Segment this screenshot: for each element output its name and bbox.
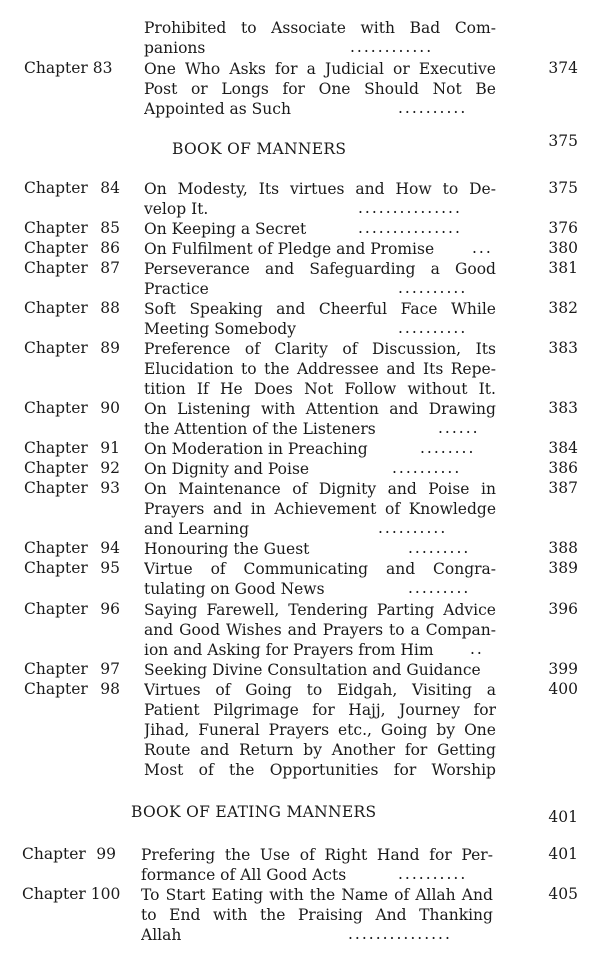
title-word: Virtue bbox=[144, 560, 193, 578]
title-word: Addressee bbox=[296, 360, 379, 378]
title-word: He bbox=[220, 380, 243, 398]
title-word: Farewell, bbox=[206, 601, 280, 619]
leader-dots: ... bbox=[472, 239, 493, 257]
title-line bbox=[144, 259, 496, 279]
chapter-number: 84 bbox=[100, 179, 120, 197]
title-word: and bbox=[265, 260, 295, 278]
page-number: 383 bbox=[548, 399, 578, 417]
title-word: virtues bbox=[289, 180, 345, 198]
title-word: for bbox=[275, 60, 298, 78]
title-line bbox=[144, 740, 496, 760]
title-word: of bbox=[244, 340, 260, 358]
title-line bbox=[144, 359, 496, 379]
page-number: 381 bbox=[548, 259, 578, 277]
title-word: Name bbox=[341, 886, 388, 904]
title-word: and bbox=[386, 360, 416, 378]
title-line: On Fulfilment of Pledge and Promise bbox=[144, 240, 435, 258]
title-line bbox=[144, 399, 496, 419]
title-word: the bbox=[264, 360, 290, 378]
title-word: Good bbox=[455, 260, 496, 278]
chapter-label: Chapter bbox=[24, 680, 88, 698]
chapter-number: 90 bbox=[100, 399, 120, 417]
title-word: to bbox=[141, 906, 157, 924]
title-line bbox=[144, 18, 496, 38]
chapter-label: Chapter bbox=[22, 845, 86, 863]
title-word: Most bbox=[144, 761, 184, 779]
title-word: Cheerful bbox=[318, 300, 388, 318]
title-word: a bbox=[306, 60, 316, 78]
title-word: Elucidation bbox=[144, 360, 234, 378]
chapter-number: 97 bbox=[100, 660, 120, 678]
title-line bbox=[144, 59, 496, 79]
title-word: Com- bbox=[454, 19, 496, 37]
title-word: Virtues bbox=[144, 681, 201, 699]
chapter-number: 91 bbox=[100, 439, 120, 457]
chapter-label: Chapter bbox=[24, 239, 88, 257]
leader-dots: .......... bbox=[398, 319, 468, 337]
title-word: Post bbox=[144, 80, 178, 98]
title-word: Achievement bbox=[274, 500, 377, 518]
title-word: a bbox=[486, 681, 496, 699]
title-word: If bbox=[196, 380, 209, 398]
page-number: 376 bbox=[548, 219, 578, 237]
title-word: Listening bbox=[177, 400, 251, 418]
chapter-label: Chapter 83 bbox=[24, 59, 113, 77]
leader-dots: ............... bbox=[358, 219, 462, 237]
title-word: and bbox=[200, 741, 230, 759]
title-word: Jihad, bbox=[144, 721, 190, 739]
title-line bbox=[144, 339, 496, 359]
title-word: a bbox=[430, 260, 440, 278]
title-word: On bbox=[144, 400, 167, 418]
title-word: Parting bbox=[376, 601, 435, 619]
title-line bbox=[144, 760, 496, 780]
entry-title bbox=[144, 660, 496, 680]
chapter-number: 99 bbox=[96, 845, 116, 863]
title-word: Going bbox=[380, 721, 428, 739]
title-word: Be bbox=[475, 80, 496, 98]
title-word: Clarity bbox=[274, 340, 328, 358]
title-word: Maintenance bbox=[178, 480, 281, 498]
title-word: Does bbox=[253, 380, 293, 398]
title-line bbox=[144, 299, 496, 319]
page-number: 399 bbox=[548, 660, 578, 678]
title-word: with bbox=[269, 886, 304, 904]
title-line bbox=[144, 600, 496, 620]
leader-dots: .. bbox=[470, 640, 484, 658]
title-word: of bbox=[198, 761, 214, 779]
title-word: of bbox=[210, 560, 226, 578]
title-word: Eidgah, bbox=[336, 681, 398, 699]
title-word: Pilgrimage bbox=[213, 701, 299, 719]
title-word: in bbox=[481, 480, 496, 498]
title-word: Should bbox=[364, 80, 419, 98]
title-line: Appointed as Such bbox=[144, 100, 291, 118]
chapter-label: Chapter bbox=[24, 259, 88, 277]
chapter-label: Chapter bbox=[24, 179, 88, 197]
title-word: Compan- bbox=[425, 621, 496, 639]
title-word: Longs bbox=[221, 80, 269, 98]
title-word: How bbox=[395, 180, 432, 198]
title-word: and bbox=[287, 621, 317, 639]
title-word: to bbox=[240, 19, 257, 37]
chapter-number: 92 bbox=[100, 459, 120, 477]
title-word: to bbox=[442, 180, 459, 198]
title-word: and bbox=[144, 621, 174, 639]
title-word: or bbox=[393, 60, 410, 78]
page-number: 380 bbox=[548, 239, 578, 257]
title-line bbox=[144, 620, 496, 640]
title-word: of bbox=[384, 500, 401, 518]
title-word: a bbox=[410, 621, 420, 639]
title-word: Communicating bbox=[243, 560, 369, 578]
title-word: Opportunities bbox=[269, 761, 379, 779]
title-word: Journey bbox=[399, 701, 460, 719]
title-word: and bbox=[385, 560, 416, 578]
chapter-label: Chapter bbox=[24, 479, 88, 497]
title-word: by bbox=[436, 721, 456, 739]
title-word: Tendering bbox=[288, 601, 368, 619]
title-word: of bbox=[299, 846, 315, 864]
title-word: And bbox=[461, 886, 493, 904]
book-heading: BOOK OF MANNERS bbox=[172, 140, 347, 158]
title-word: and bbox=[213, 500, 243, 518]
title-word: Its bbox=[475, 340, 496, 358]
title-word: Not bbox=[304, 380, 334, 398]
page-number: 401 bbox=[548, 845, 578, 863]
title-word: Thanking bbox=[419, 906, 493, 924]
page-number: 375 bbox=[548, 132, 578, 150]
title-word: without bbox=[407, 380, 468, 398]
title-word: End bbox=[169, 906, 201, 924]
title-word: for bbox=[429, 846, 452, 864]
page-number: 400 bbox=[548, 680, 578, 698]
title-word: On bbox=[144, 480, 167, 498]
title-word: Not bbox=[432, 80, 462, 98]
title-word: While bbox=[450, 300, 496, 318]
title-word: Perseverance bbox=[144, 260, 250, 278]
title-word: Judicial bbox=[324, 60, 384, 78]
title-line bbox=[144, 379, 496, 399]
chapter-label: Chapter bbox=[24, 439, 88, 457]
title-word: Another bbox=[331, 741, 396, 759]
title-word: Prayers bbox=[268, 721, 330, 739]
leader-dots: ........ bbox=[420, 439, 476, 457]
chapter-number: 96 bbox=[100, 600, 120, 618]
title-word: Repe- bbox=[450, 360, 496, 378]
title-word: with bbox=[360, 19, 395, 37]
title-word: Modesty, bbox=[177, 180, 248, 198]
chapter-number: 89 bbox=[100, 339, 120, 357]
title-line: Practice bbox=[144, 280, 209, 298]
title-line: Seeking Divine Consultation and Guidance bbox=[144, 661, 481, 679]
title-word: Funeral bbox=[198, 721, 260, 739]
chapter-number: 88 bbox=[100, 299, 120, 317]
title-line bbox=[144, 479, 496, 499]
chapter-label: Chapter bbox=[24, 459, 88, 477]
title-word: tition bbox=[144, 380, 186, 398]
title-word: Per- bbox=[461, 846, 493, 864]
title-word: for bbox=[393, 761, 417, 779]
title-word: Follow bbox=[344, 380, 397, 398]
title-word: to bbox=[241, 360, 257, 378]
title-word: the bbox=[229, 761, 255, 779]
title-word: and bbox=[355, 180, 385, 198]
page-number: 386 bbox=[548, 459, 578, 477]
title-word: Attention bbox=[305, 400, 379, 418]
title-word: One bbox=[144, 60, 176, 78]
title-word: Wishes bbox=[226, 621, 282, 639]
book-heading: BOOK OF EATING MANNERS bbox=[131, 803, 377, 821]
title-word: and bbox=[387, 480, 417, 498]
entry-title bbox=[144, 18, 496, 58]
title-word: the bbox=[260, 906, 286, 924]
title-line: Allah bbox=[141, 926, 182, 944]
title-word: with bbox=[260, 400, 296, 418]
title-line: Meeting Somebody bbox=[144, 320, 296, 338]
title-word: and bbox=[276, 300, 306, 318]
title-word: One bbox=[464, 721, 496, 739]
title-word: for bbox=[404, 741, 428, 759]
title-word: by bbox=[303, 741, 322, 759]
leader-dots: ............ bbox=[350, 38, 434, 56]
title-line: ion and Asking for Prayers from Him bbox=[144, 641, 434, 659]
title-word: Asks bbox=[229, 60, 266, 78]
title-word: Dignity bbox=[318, 480, 377, 498]
title-word: Its bbox=[258, 180, 280, 198]
chapter-label: Chapter bbox=[24, 299, 88, 317]
title-word: Use bbox=[259, 846, 291, 864]
title-word: for bbox=[312, 701, 335, 719]
page-number: 375 bbox=[548, 179, 578, 197]
title-word: Soft bbox=[144, 300, 176, 318]
title-word: of bbox=[394, 886, 410, 904]
chapter-number: 95 bbox=[100, 559, 120, 577]
title-word: Who bbox=[185, 60, 221, 78]
title-word: Worship bbox=[431, 761, 496, 779]
leader-dots: ......... bbox=[408, 539, 471, 557]
leader-dots: .......... bbox=[398, 865, 468, 883]
title-word: Eating bbox=[211, 886, 264, 904]
chapter-label: Chapter bbox=[24, 399, 88, 417]
title-word: Speaking bbox=[189, 300, 263, 318]
chapter-label: Chapter bbox=[24, 559, 88, 577]
page-number: 388 bbox=[548, 539, 578, 557]
title-word: Route bbox=[144, 741, 191, 759]
chapter-label: Chapter bbox=[24, 539, 88, 557]
title-line: tulating on Good News bbox=[144, 580, 325, 598]
page-number: 383 bbox=[548, 339, 578, 357]
title-line bbox=[144, 79, 496, 99]
title-word: of bbox=[292, 480, 308, 498]
title-line bbox=[144, 179, 496, 199]
title-word: Preference bbox=[144, 340, 231, 358]
leader-dots: ............... bbox=[348, 925, 452, 943]
page-number: 384 bbox=[548, 439, 578, 457]
title-word: Saying bbox=[144, 601, 198, 619]
title-word: to bbox=[306, 681, 323, 699]
title-word: Start bbox=[165, 886, 206, 904]
entry-title bbox=[144, 339, 496, 399]
title-word: Good bbox=[179, 621, 221, 639]
title-word: Advice bbox=[443, 601, 496, 619]
title-word: Prefering bbox=[141, 846, 216, 864]
page-number: 401 bbox=[548, 808, 578, 826]
title-line bbox=[144, 499, 496, 519]
title-word: Bad bbox=[409, 19, 441, 37]
title-line: formance of All Good Acts bbox=[141, 866, 347, 884]
title-word: To bbox=[141, 886, 160, 904]
title-word: Allah bbox=[415, 886, 456, 904]
title-word: with bbox=[212, 906, 248, 924]
entry-title bbox=[144, 600, 496, 660]
title-word: On bbox=[144, 180, 167, 198]
title-word: It. bbox=[478, 380, 496, 398]
chapter-number: 93 bbox=[100, 479, 120, 497]
entry-title bbox=[144, 239, 496, 259]
page-number: 374 bbox=[548, 59, 578, 77]
chapter-label: Chapter bbox=[24, 660, 88, 678]
title-line: Honouring the Guest bbox=[144, 540, 310, 558]
entry-title bbox=[144, 680, 496, 780]
title-word: Drawing bbox=[428, 400, 496, 418]
title-word: Going bbox=[245, 681, 292, 699]
title-word: Hajj, bbox=[348, 701, 386, 719]
title-line: On Moderation in Preaching bbox=[144, 440, 368, 458]
page-number: 396 bbox=[548, 600, 578, 618]
page-number: 387 bbox=[548, 479, 578, 497]
title-word: Prayers bbox=[322, 621, 384, 639]
title-line: the Attention of the Listeners bbox=[144, 420, 376, 438]
chapter-number: 86 bbox=[100, 239, 120, 257]
title-word: Associate bbox=[271, 19, 346, 37]
title-word: of bbox=[342, 340, 358, 358]
title-line bbox=[141, 845, 493, 865]
title-line bbox=[144, 559, 496, 579]
leader-dots: .......... bbox=[398, 99, 468, 117]
title-word: Right bbox=[324, 846, 368, 864]
title-word: Poise bbox=[428, 480, 470, 498]
chapter-number: 98 bbox=[100, 680, 120, 698]
title-word: Return bbox=[239, 741, 294, 759]
title-word: Patient bbox=[144, 701, 200, 719]
chapter-number: 87 bbox=[100, 259, 120, 277]
page-number: 382 bbox=[548, 299, 578, 317]
title-line: On Dignity and Poise bbox=[144, 460, 310, 478]
title-word: Getting bbox=[437, 741, 496, 759]
title-line: and Learning bbox=[144, 520, 250, 538]
title-word: or bbox=[190, 80, 208, 98]
title-word: Its bbox=[422, 360, 444, 378]
title-word: Praising bbox=[298, 906, 363, 924]
leader-dots: .......... bbox=[398, 279, 468, 297]
title-word: and bbox=[389, 400, 419, 418]
title-line: On Keeping a Secret bbox=[144, 220, 307, 238]
title-word: Prayers bbox=[144, 500, 205, 518]
title-word: Safeguarding bbox=[309, 260, 416, 278]
title-word: in bbox=[250, 500, 266, 518]
leader-dots: ......... bbox=[408, 579, 471, 597]
title-word: the bbox=[224, 846, 251, 864]
leader-dots: ...... bbox=[438, 419, 480, 437]
title-line bbox=[144, 700, 496, 720]
title-word: De- bbox=[469, 180, 496, 198]
title-line: panions bbox=[144, 39, 206, 57]
title-line: velop It. bbox=[144, 200, 209, 218]
title-line bbox=[141, 885, 493, 905]
title-word: of bbox=[215, 681, 231, 699]
chapter-label: Chapter 100 bbox=[22, 885, 121, 903]
title-word: One bbox=[318, 80, 351, 98]
title-word: Knowledge bbox=[408, 500, 496, 518]
title-line bbox=[144, 680, 496, 700]
title-word: Prohibited bbox=[144, 19, 227, 37]
title-word: for bbox=[282, 80, 305, 98]
title-word: for bbox=[473, 701, 496, 719]
title-word: And bbox=[375, 906, 407, 924]
chapter-label: Chapter bbox=[24, 339, 88, 357]
title-line bbox=[144, 720, 496, 740]
title-word: Discussion, bbox=[371, 340, 462, 358]
leader-dots: ............... bbox=[358, 199, 462, 217]
page-number: 389 bbox=[548, 559, 578, 577]
title-word: Face bbox=[400, 300, 438, 318]
chapter-label: Chapter bbox=[24, 219, 88, 237]
chapter-number: 94 bbox=[100, 539, 120, 557]
title-word: the bbox=[309, 886, 336, 904]
title-line bbox=[141, 905, 493, 925]
title-word: etc., bbox=[338, 721, 372, 739]
chapter-label: Chapter bbox=[24, 600, 88, 618]
title-word: to bbox=[389, 621, 405, 639]
leader-dots: .......... bbox=[378, 519, 448, 537]
title-word: Executive bbox=[418, 60, 496, 78]
title-word: Hand bbox=[376, 846, 420, 864]
title-word: Congra- bbox=[433, 560, 496, 578]
chapter-number: 85 bbox=[100, 219, 120, 237]
leader-dots: .......... bbox=[392, 459, 462, 477]
title-word: Visiting bbox=[412, 681, 472, 699]
page-number: 405 bbox=[548, 885, 578, 903]
